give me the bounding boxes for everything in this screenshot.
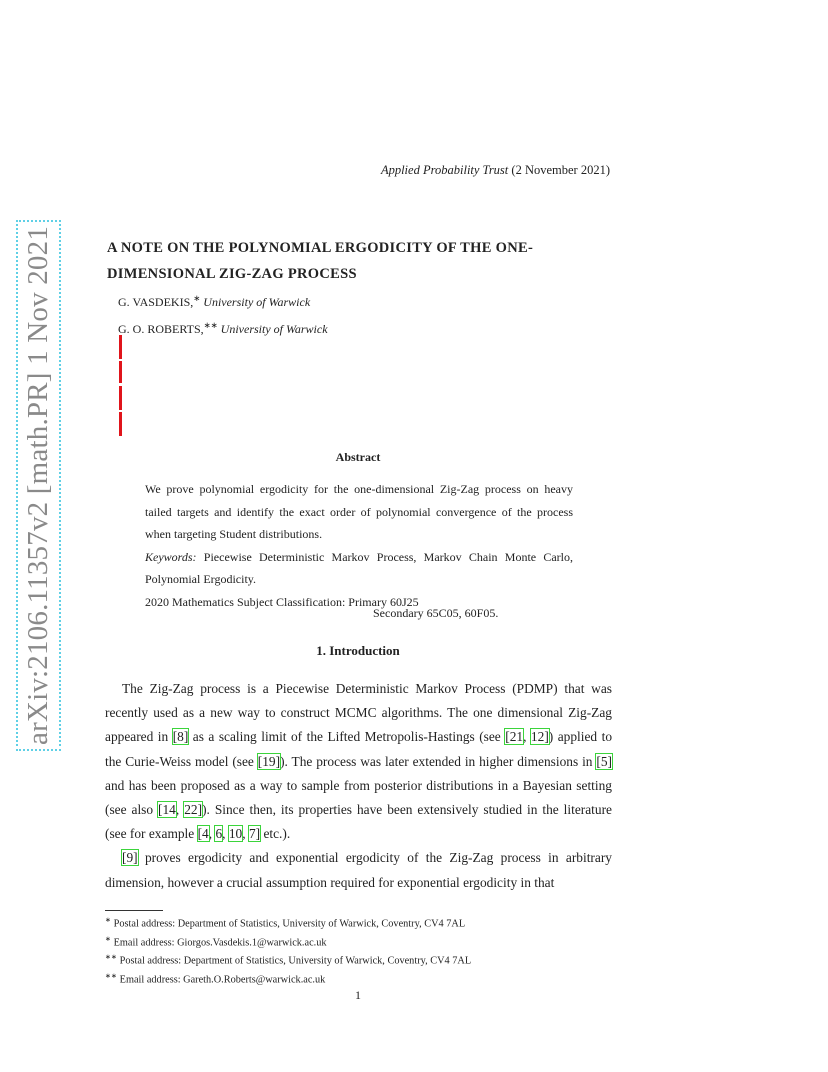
running-header xyxy=(381,163,610,178)
author-2 xyxy=(118,320,328,337)
citation-link[interactable]: 10 xyxy=(228,826,243,842)
citation-link[interactable]: 6 xyxy=(215,826,223,842)
citation-link[interactable]: 7] xyxy=(248,826,261,842)
footnote-mark: ∗∗ xyxy=(105,953,118,962)
citation-link[interactable]: [9] xyxy=(122,850,138,866)
citation-link[interactable]: 22] xyxy=(184,802,203,818)
author-mark: ∗ xyxy=(193,294,201,303)
text-run: ). The process was later extended in higher dimensions in xyxy=(280,753,597,769)
title-line-2: DIMENSIONAL ZIG-ZAG PROCESS xyxy=(107,266,357,282)
author-affiliation: University of Warwick xyxy=(203,295,311,309)
introduction-body xyxy=(105,677,612,895)
text-run: The Zig-Zag process is a Piecewise Deterministic Markov Process (PDMP) that was recently used as a new way to construct MCMC algorithms. The one dimensional Zig-Zag appeared in xyxy=(105,681,612,745)
footnote-text: Postal address: Department of Statistics, University of Warwick, Coventry, CV4 7AL xyxy=(113,918,466,930)
citation-link[interactable]: [4 xyxy=(197,826,209,842)
footnote xyxy=(105,913,625,932)
footnote-rule xyxy=(105,910,163,911)
keywords-text: Piecewise Deterministic Markov Process, Markov Chain Monte Carlo, Polynomial Ergodicity. xyxy=(145,549,573,586)
citation-link[interactable]: [19] xyxy=(257,753,281,769)
change-bar xyxy=(119,386,122,410)
footnote-text: Email address: Gareth.O.Roberts@warwick.ac.uk xyxy=(119,974,326,986)
footnote-mark: ∗ xyxy=(105,916,112,924)
msc-secondary: Secondary 65C05, 60F05. xyxy=(373,606,499,620)
author-1 xyxy=(118,293,310,310)
footnotes xyxy=(105,913,625,988)
change-bar xyxy=(119,412,122,436)
msc-primary: 2020 Mathematics Subject Classification: Primary 60J25 xyxy=(145,594,419,609)
keywords xyxy=(145,546,573,591)
footnote xyxy=(105,969,625,988)
text-run: and has been proposed as a way to sample from posterior distributions in a Bayesian setting (see also xyxy=(105,777,612,818)
change-bar xyxy=(119,361,122,383)
footnote xyxy=(105,950,625,969)
text-run: etc.). xyxy=(260,826,291,842)
text-run: as a scaling limit of the Lifted Metropolis-Hastings (see xyxy=(188,729,506,745)
citation-link[interactable]: [21 xyxy=(505,729,524,745)
text-run: proves ergodicity and exponential ergodicity of the Zig-Zag process in arbitrary dimension, however a crucial assumption required for exponential ergodicity in that xyxy=(105,850,612,890)
title-line-1: A NOTE ON THE POLYNOMIAL ERGODICITY OF THE ONE- xyxy=(107,240,534,256)
section-heading: 1. Introduction xyxy=(316,643,400,658)
footnote-text: Email address: Giorgos.Vasdekis.1@warwick.ac.uk xyxy=(113,937,327,949)
keywords-label: Keywords: xyxy=(145,549,197,564)
page-number: 1 xyxy=(355,988,361,1002)
abstract-body xyxy=(145,478,573,613)
header-date: (2 November 2021) xyxy=(511,163,610,177)
paragraph-1: The Zig-Zag process is a Piecewise Deterministic Markov Process (PDMP) that was recently used as a new way to construct MCMC algorithms. The one dimensional Zig-Zag appeared in [8] as a scaling limit of the Lifted Metropolis-Hastings (see [21, 12]) applied to the Curie-Weiss model (see [19]). The process was later extended in higher dimensions in [5] and has been proposed as a way to sample from posterior distributions in a Bayesian setting (see also [14, 22]). Since then, its properties have been extensively studied in the literature (see for example [4, 6, 10, 7] etc.). xyxy=(105,681,613,842)
citation-link[interactable]: [8] xyxy=(172,729,189,745)
footnote xyxy=(105,932,625,951)
author-name: G. O. ROBERTS, xyxy=(118,322,204,336)
abstract-text: We prove polynomial ergodicity for the one-dimensional Zig-Zag process on heavy tailed targets and identify the exact order of polynomial convergence of the process when targeting Student distributions. xyxy=(145,482,573,541)
text-run: ) applied to the Curie-Weiss model (see xyxy=(105,729,613,769)
footnote-text: Postal address: Department of Statistics, University of Warwick, Coventry, CV4 7AL xyxy=(119,955,472,967)
paragraph-2 xyxy=(105,846,612,894)
footnote-mark: ∗∗ xyxy=(105,972,118,981)
arxiv-identifier-stamp: arXiv:2106.11357v2 [math.PR] 1 Nov 2021 xyxy=(22,225,54,745)
author-mark: ∗∗ xyxy=(203,321,218,330)
journal-name: Applied Probability Trust xyxy=(380,163,509,177)
author-name: G. VASDEKIS, xyxy=(118,295,194,309)
citation-link[interactable]: [14 xyxy=(158,802,176,818)
text-run: ). Since then, its properties have been extensively studied in the literature (see for example xyxy=(105,802,612,842)
change-bar xyxy=(119,335,122,359)
footnote-mark: ∗ xyxy=(105,934,112,943)
citation-link[interactable]: 12] xyxy=(530,729,549,745)
abstract-heading: Abstract xyxy=(335,450,381,464)
author-affiliation: University of Warwick xyxy=(220,322,328,336)
citation-link[interactable]: [5] xyxy=(596,753,612,769)
paper-title xyxy=(107,235,627,287)
